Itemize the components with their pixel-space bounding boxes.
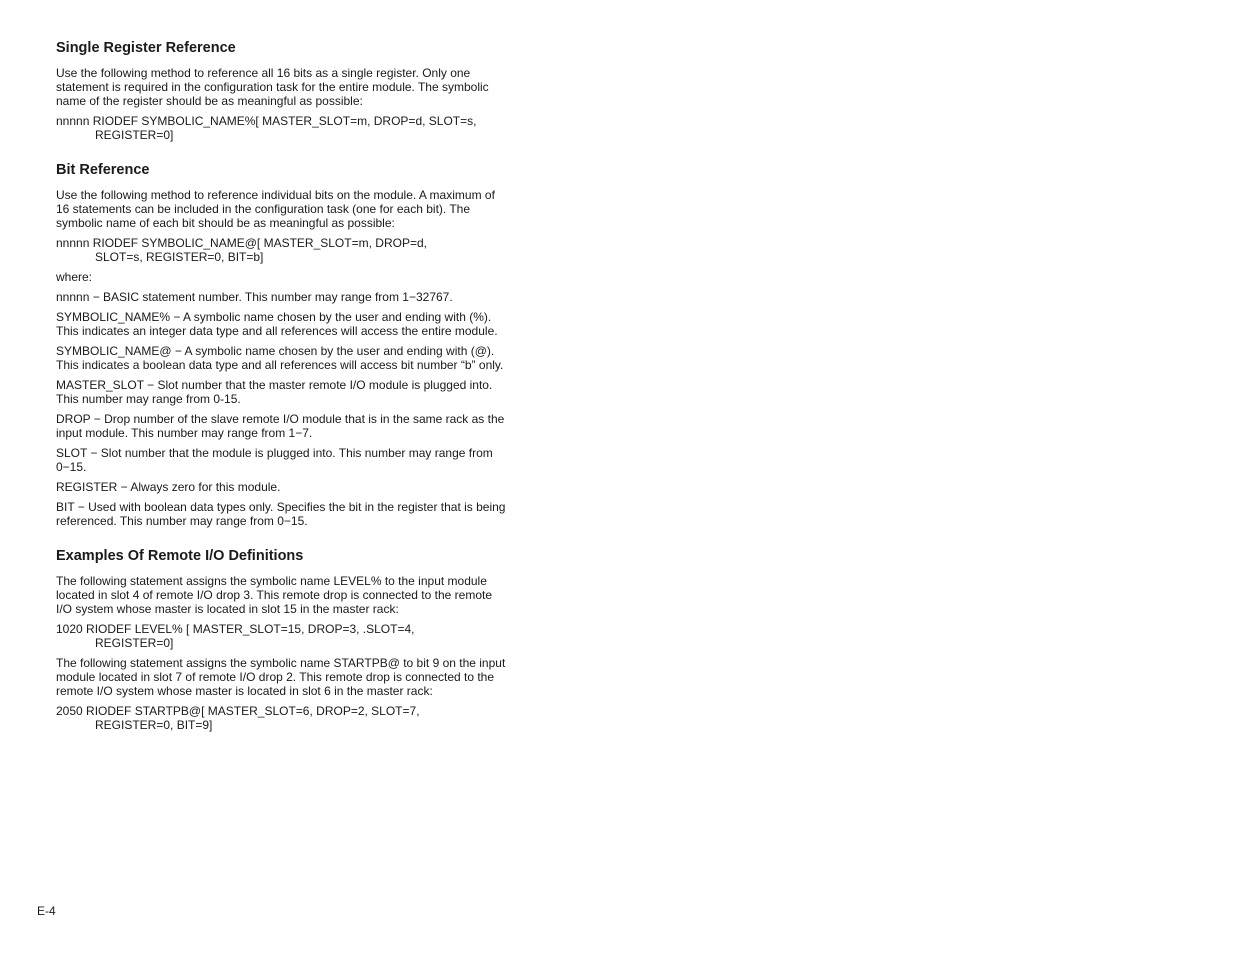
heading-examples: Examples Of Remote I/O Definitions [56, 548, 304, 564]
code-line: nnnnn RIODEF SYMBOLIC_NAME@[ MASTER_SLOT=m, DROP=d, [56, 236, 427, 250]
code-line-continuation: REGISTER=0, BIT=9] [95, 718, 213, 732]
code-example-1 [56, 622, 508, 650]
code-line-continuation: REGISTER=0] [95, 128, 174, 142]
definition-slot: SLOT − Slot number that the module is plugged into. This number may range from 0−15. [56, 446, 493, 474]
definition-register: REGISTER − Always zero for this module. [56, 480, 281, 494]
code-line: 1020 RIODEF LEVEL% [ MASTER_SLOT=15, DROP=3, .SLOT=4, [56, 622, 415, 636]
definition-symbolic-name-at: SYMBOLIC_NAME@ − A symbolic name chosen by the user and ending with (@). This indicates a boolean data type and all references will access bit number “b” only. [56, 344, 504, 372]
page-number: E-4 [37, 904, 56, 918]
definition-symbolic-name-percent: SYMBOLIC_NAME% − A symbolic name chosen by the user and ending with (%). This indicates an integer data type and all references will access the entire module. [56, 310, 498, 338]
where-label: where: [56, 270, 93, 284]
heading-single-register-reference: Single Register Reference [56, 40, 236, 56]
paragraph-example-2: The following statement assigns the symbolic name STARTPB@ to bit 9 on the input module located in slot 7 of remote I/O drop 2. This remote drop is connected to the remote I/O system whose master is located in slot 6 in the master rack: [56, 656, 506, 698]
code-bit-reference [56, 236, 508, 264]
paragraph-bit-intro: Use the following method to reference individual bits on the module. A maximum of 16 statements can be included in the configuration task (one for each bit). The symbolic name of each bit should be as meaningful as possible: [56, 188, 495, 230]
definition-master-slot: MASTER_SLOT − Slot number that the master remote I/O module is plugged into. This number may range from 0-15. [56, 378, 493, 406]
heading-bit-reference: Bit Reference [56, 162, 150, 178]
code-line: nnnnn RIODEF SYMBOLIC_NAME%[ MASTER_SLOT=m, DROP=d, SLOT=s, [56, 114, 477, 128]
code-line-continuation: SLOT=s, REGISTER=0, BIT=b] [95, 250, 264, 264]
definition-nnnnn: nnnnn − BASIC statement number. This number may range from 1−32767. [56, 290, 453, 304]
code-line: 2050 RIODEF STARTPB@[ MASTER_SLOT=6, DROP=2, SLOT=7, [56, 704, 420, 718]
code-line-continuation: REGISTER=0] [95, 636, 174, 650]
definition-bit: BIT − Used with boolean data types only. Specifies the bit in the register that is being referenced. This number may range from 0−15. [56, 500, 506, 528]
paragraph-single-intro: Use the following method to reference all 16 bits as a single register. Only one statement is required in the configuration task for the entire module. The symbolic name of the register should be as meaningful as possible: [56, 66, 489, 108]
definition-drop: DROP − Drop number of the slave remote I/O module that is in the same rack as the input module. This number may range from 1−7. [56, 412, 505, 440]
paragraph-example-1: The following statement assigns the symbolic name LEVEL% to the input module located in slot 4 of remote I/O drop 3. This remote drop is connected to the remote I/O system whose master is located in slot 15 in the master rack: [56, 574, 493, 616]
code-example-2 [56, 704, 508, 732]
page-content [56, 38, 508, 738]
code-single-register [56, 114, 508, 142]
